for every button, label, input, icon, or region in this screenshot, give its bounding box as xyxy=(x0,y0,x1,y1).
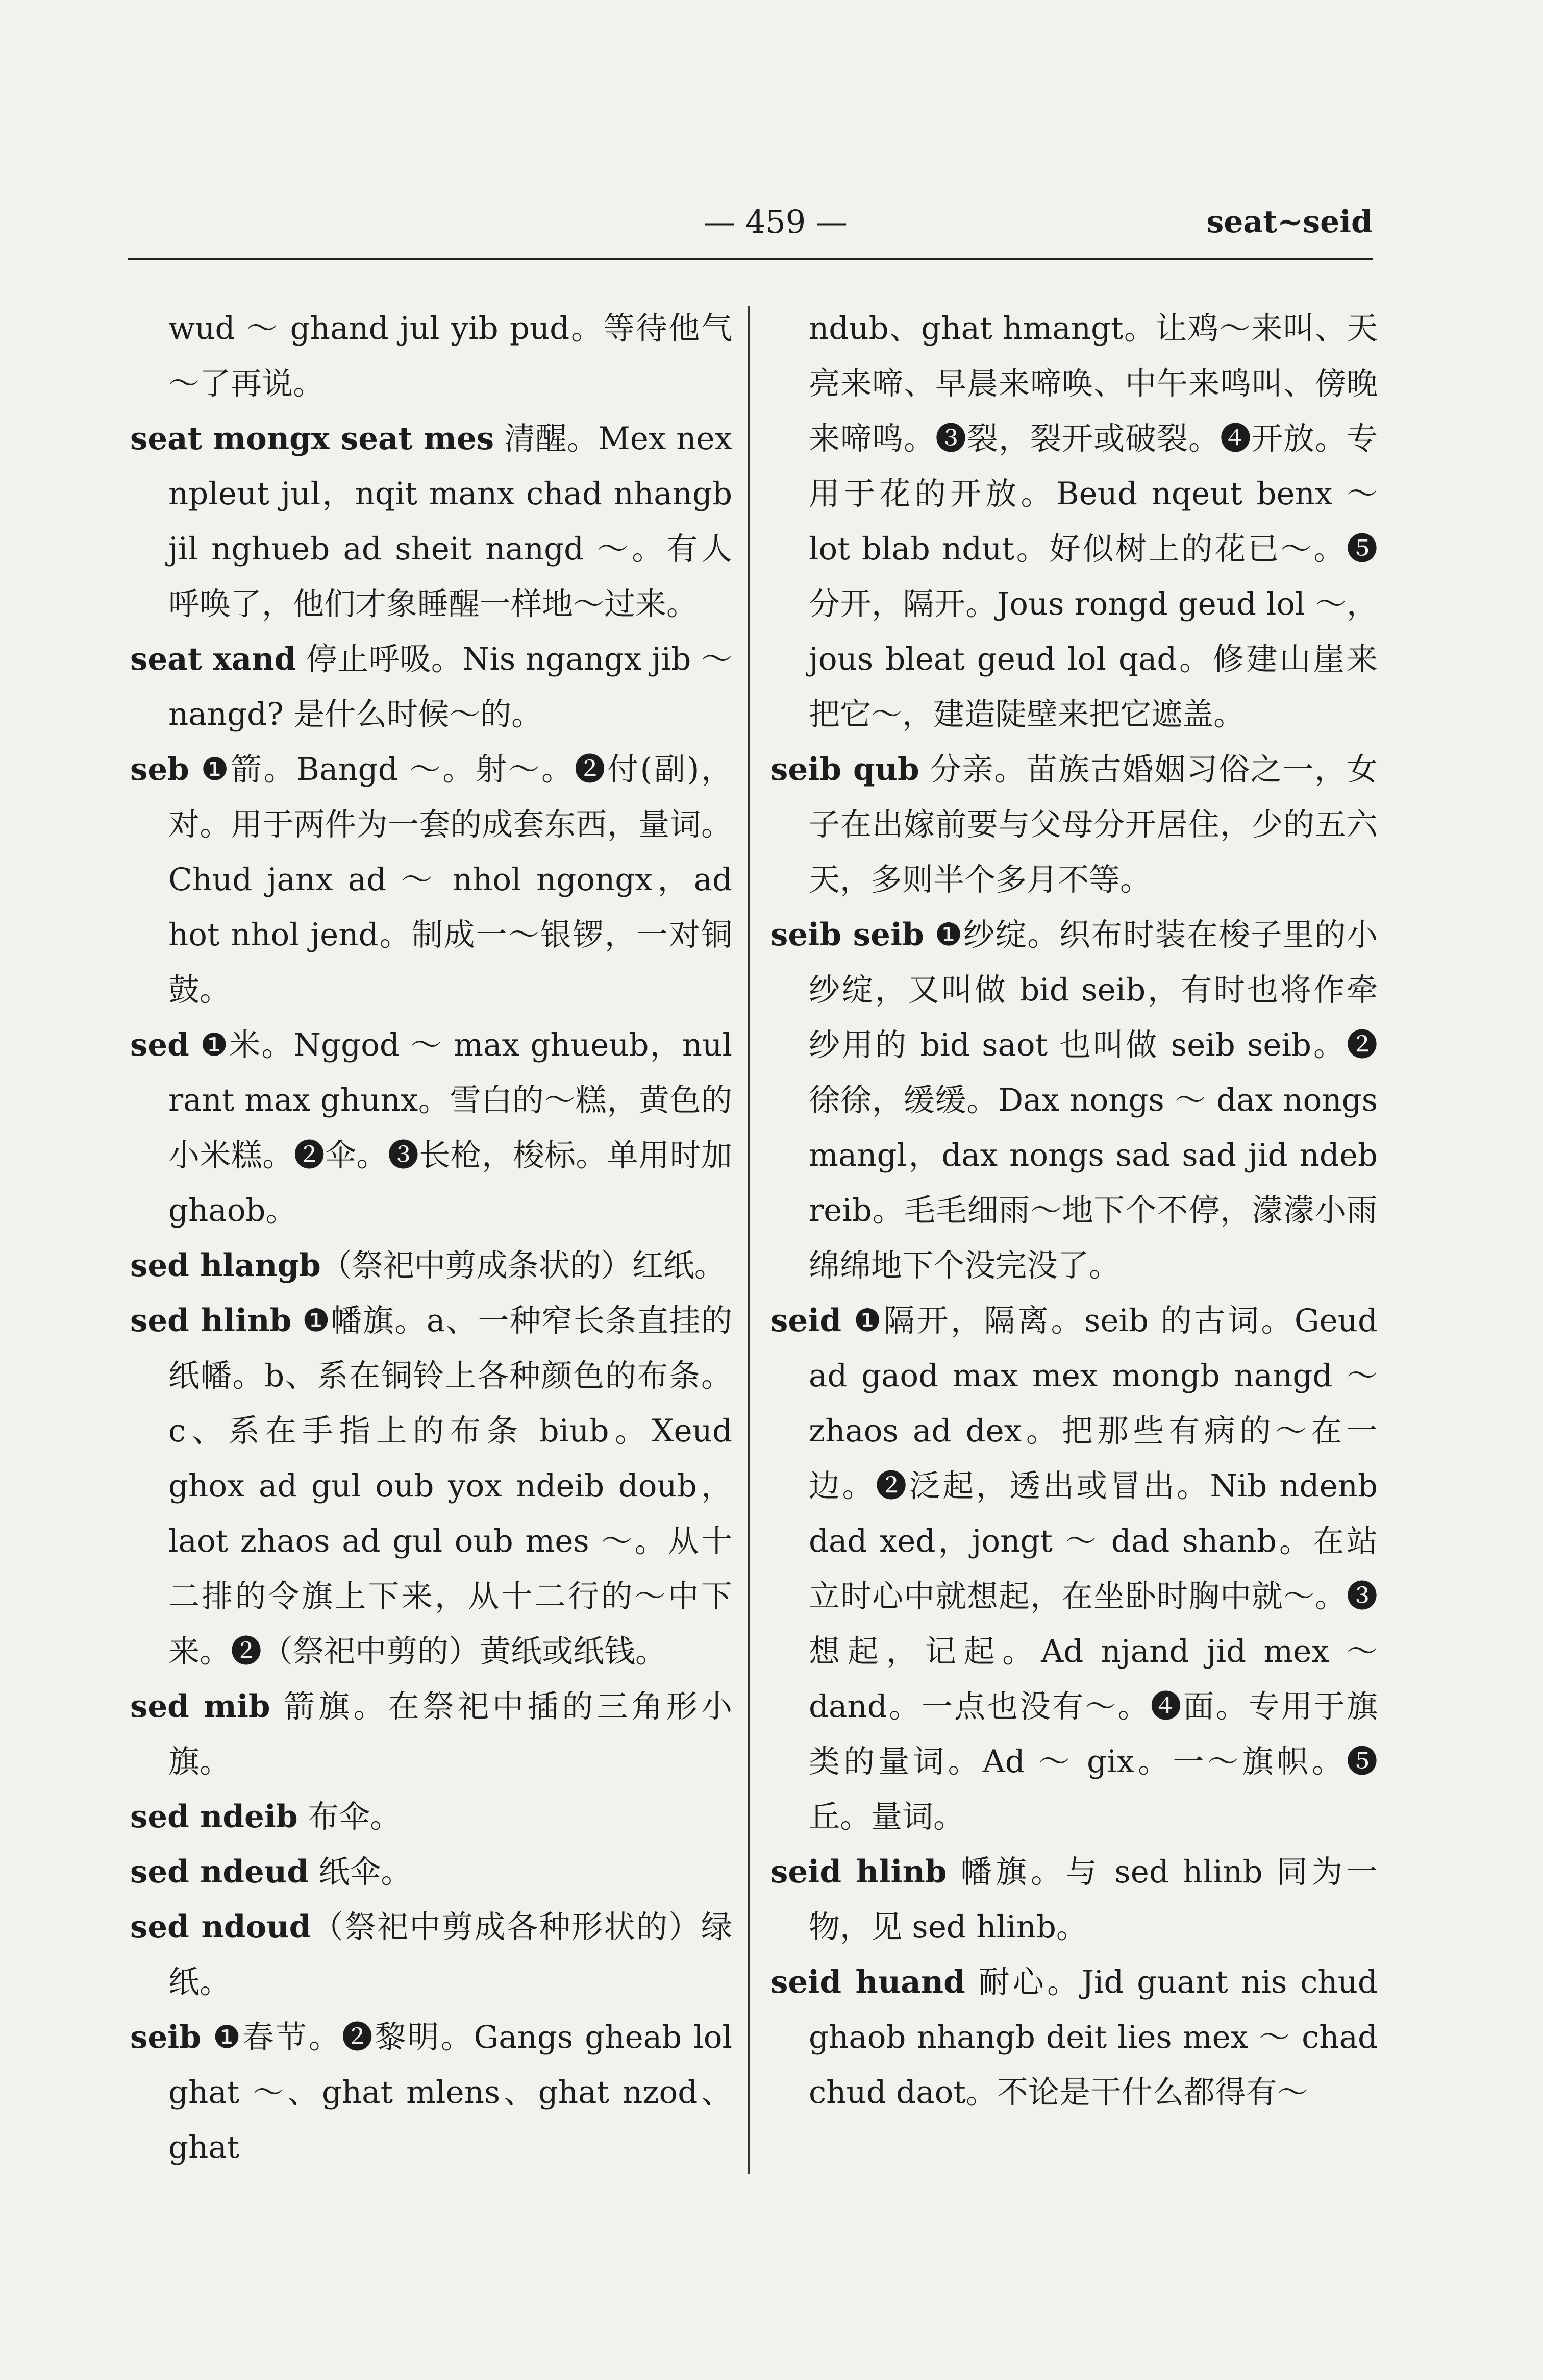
definition: ❶春节。❷黎明。Gangs gheab lol ghat ～、ghat mlens、ghat nzod、ghat xyxy=(168,2019,732,2166)
dictionary-entry xyxy=(130,632,732,742)
definition: 纸伞。 xyxy=(308,1854,412,1890)
definition: 幡旗。与 sed hlinb 同为一物，见 sed hlinb。 xyxy=(809,1854,1378,1945)
column-divider xyxy=(748,306,750,2174)
headword: seib seib xyxy=(770,917,924,953)
headword: seib xyxy=(130,2019,201,2055)
headword: sed mib xyxy=(130,1688,270,1725)
definition: （祭祀中剪成各种形状的）绿纸。 xyxy=(168,1909,732,2000)
dictionary-entry xyxy=(130,742,732,1018)
definition: ❶幡旗。a、一种窄长条直挂的纸幡。b、系在铜铃上各种颜色的布条。c、系在手指上的布条 biub。Xeud ghox ad gul oub yox ndeib doub，laot zhaos ad gul oub mes ～。从十二排的令旗上下来，从十二行的～中下来。❷（祭祀中剪的）黄纸或纸钱。 xyxy=(168,1303,732,1670)
header-rule xyxy=(128,258,1373,260)
definition: ndub、ghat hmangt。让鸡～来叫、天亮来啼、早晨来啼唤、中午来鸣叫、傍晚来啼鸣。❸裂，裂开或破裂。❹开放。专用于花的开放。Beud nqeut benx ～ lot blab ndut。好似树上的花已～。❺分开，隔开。Jous rongd geud lol ～，jous bleat geud lol qad。修建山崖来把它～，建造陡壁来把它遮盖。 xyxy=(809,310,1378,732)
headword: sed ndeib xyxy=(130,1799,298,1835)
headword: seat mongx seat mes xyxy=(130,421,494,457)
definition: 停止呼吸。Nis ngangx jib ～ nangd? 是什么时候～的。 xyxy=(168,641,732,732)
dictionary-entry xyxy=(770,1955,1378,2120)
dictionary-entry xyxy=(130,1789,732,1845)
definition: 分亲。苗族古婚姻习俗之一，女子在出嫁前要与父母分开居住，少的五六天，多则半个多月不等。 xyxy=(809,751,1378,898)
headword: seb xyxy=(130,751,189,788)
headword: sed hlinb xyxy=(130,1303,292,1339)
dictionary-entry xyxy=(130,1900,732,2010)
dictionary-entry xyxy=(130,411,732,632)
headword: sed hlangb xyxy=(130,1247,321,1284)
dictionary-entry xyxy=(130,2010,732,2175)
headword: seid hlinb xyxy=(770,1854,947,1890)
dictionary-entry xyxy=(770,1845,1378,1955)
left-column xyxy=(130,301,732,2175)
headword: seib qub xyxy=(770,751,919,788)
page-number: — 459 — xyxy=(704,203,848,240)
definition: （祭祀中剪成条状的）红纸。 xyxy=(320,1247,726,1284)
dictionary-entry xyxy=(130,301,732,411)
definition: 清醒。Mex nex npleut jul，nqit manx chad nhangb jil nghueb ad sheit nangd ～。有人呼唤了，他们才象睡醒一样地～过来。 xyxy=(168,421,732,622)
dictionary-entry xyxy=(770,301,1378,742)
headword: sed ndeud xyxy=(130,1854,309,1890)
headword: sed ndoud xyxy=(130,1909,311,1945)
dictionary-entry xyxy=(770,742,1378,907)
definition: ❶隔开，隔离。seib 的古词。Geud ad gaod max mex mongb nangd ～ zhaos ad dex。把那些有病的～在一边。❷泛起，透出或冒出。Nib ndenb dad xed，jongt ～ dad shanb。在站立时心中就想起，在坐卧时胸中就～。❸想起，记起。Ad njand jid mex ～ dand。一点也没有～。❹面。专用于旗类的量词。Ad ～ gix。一～旗帜。❺丘。量词。 xyxy=(809,1303,1378,1835)
dictionary-entry xyxy=(130,1845,732,1900)
definition: ❶纱绽。织布时装在梭子里的小纱绽，又叫做 bid seib，有时也将作牵纱用的 bid saot 也叫做 seib seib。❷徐徐，缓缓。Dax nongs ～ dax nongs mangl，dax nongs sad sad jid ndeb reib。毛毛细雨～地下个不停，濛濛小雨绵绵地下个没完没了。 xyxy=(809,917,1378,1284)
headword: seid huand xyxy=(770,1964,965,2000)
headword: seat xand xyxy=(130,641,296,677)
definition: 箭旗。在祭祀中插的三角形小旗。 xyxy=(168,1688,732,1780)
headword: seid xyxy=(770,1303,841,1339)
page-header xyxy=(128,197,1373,248)
definition: 布伞。 xyxy=(297,1799,402,1835)
running-head: seat~seid xyxy=(1206,204,1373,240)
definition: 耐心。Jid guant nis chud ghaob nhangb deit lies mex ～ chad chud daot。不论是干什么都得有～ xyxy=(809,1964,1378,2111)
dictionary-entry xyxy=(130,1018,732,1238)
dictionary-entry xyxy=(130,1293,732,1679)
definition: ❶米。Nggod ～ max ghueub，nul rant max ghunx。雪白的～糕，黄色的小米糕。❷伞。❸长枪，梭标。单用时加 ghaob。 xyxy=(168,1027,732,1229)
headword: sed xyxy=(130,1027,189,1063)
dictionary-entry xyxy=(770,1293,1378,1845)
dictionary-entry xyxy=(770,907,1378,1293)
dictionary-entry xyxy=(130,1679,732,1789)
right-column xyxy=(770,301,1378,2120)
definition: wud ～ ghand jul yib pud。等待他气～了再说。 xyxy=(168,310,732,402)
definition: ❶箭。Bangd ～。射～。❷付(副)，对。用于两件为一套的成套东西，量词。Chud janx ad ～ nhol ngongx，ad hot nhol jend。制成一～银锣，一对铜鼓。 xyxy=(168,751,732,1008)
dictionary-entry xyxy=(130,1238,732,1293)
